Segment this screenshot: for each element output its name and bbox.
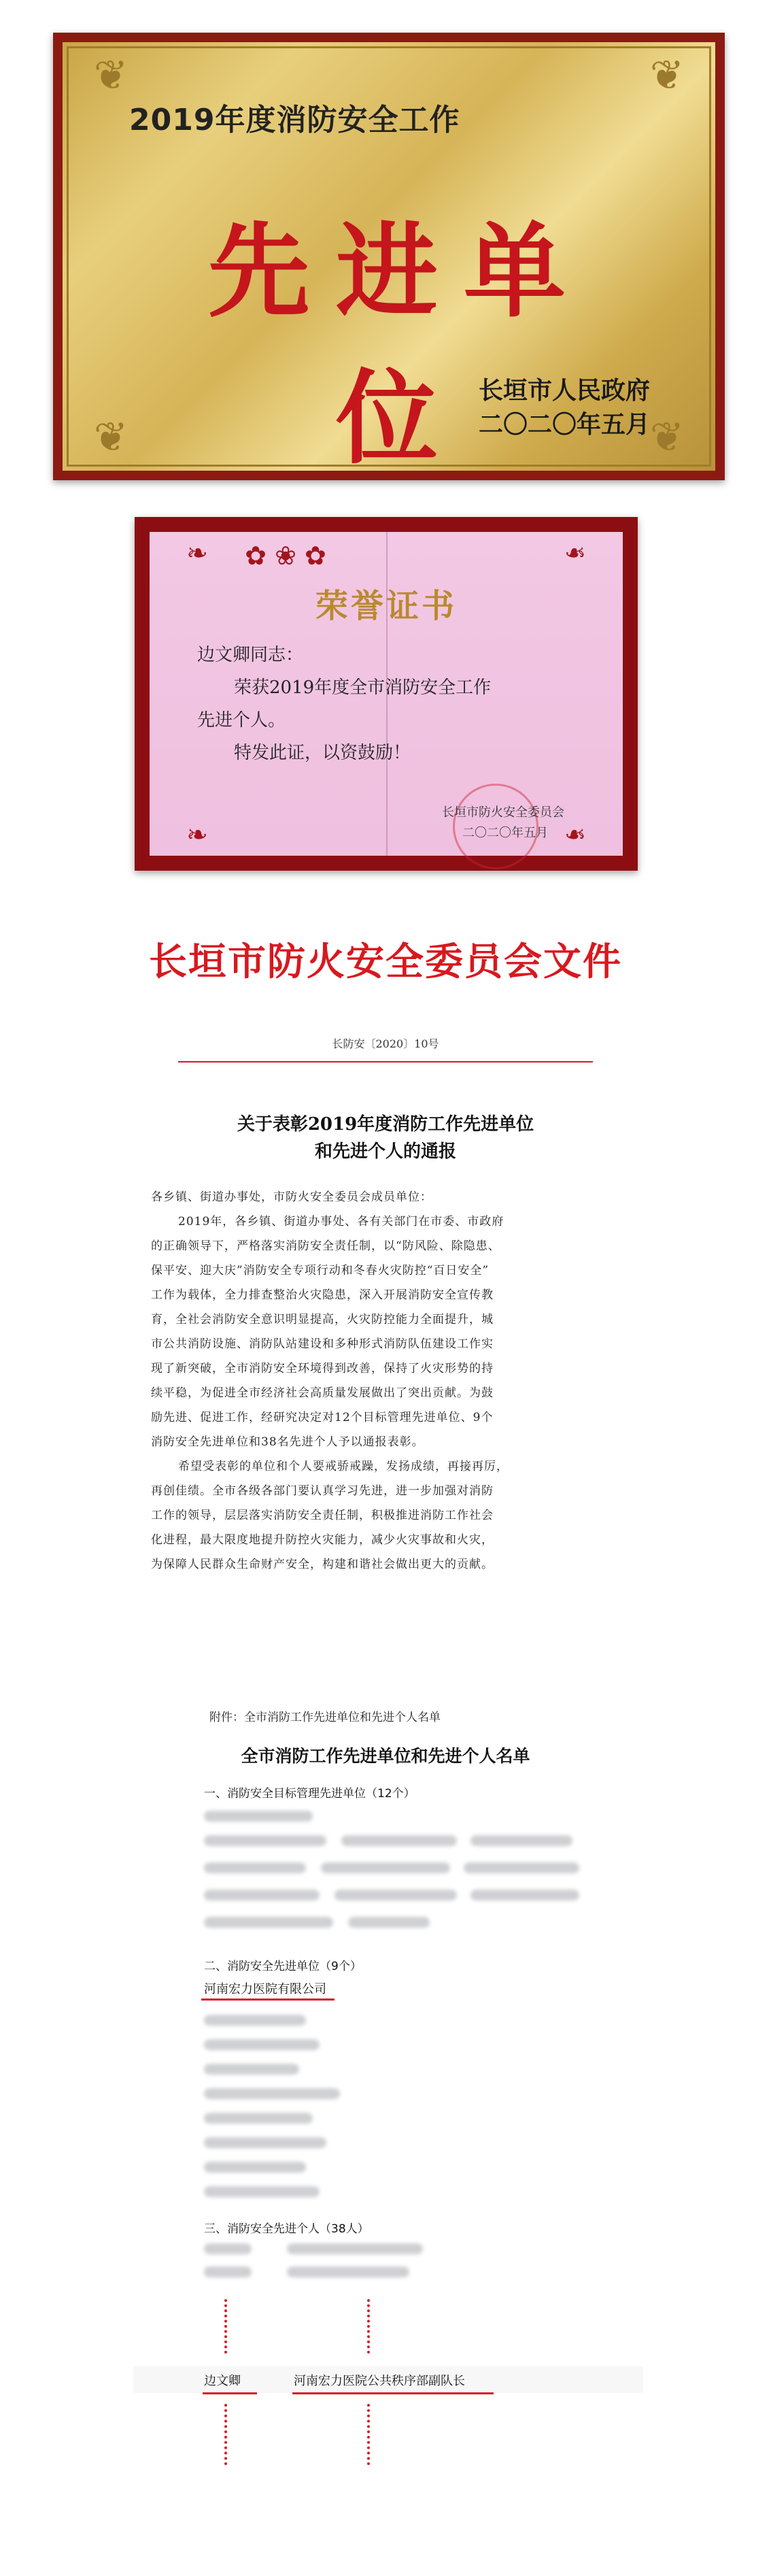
highlight-unit: 河南宏力医院有限公司 bbox=[204, 1982, 326, 1996]
blurred-entry bbox=[204, 2243, 252, 2254]
paragraph-line: 希望受表彰的单位和个人要戒骄戒躁，发扬成绩，再接再厉， bbox=[178, 1460, 509, 1473]
blurred-entry bbox=[204, 2064, 299, 2075]
corner-ornament-icon: ❧ bbox=[564, 538, 586, 568]
flourish-icon: ✿ ❀ ✿ bbox=[245, 541, 326, 571]
dotted-connector bbox=[367, 2299, 370, 2354]
blurred-entry bbox=[204, 2266, 252, 2277]
paragraph-line: 为保障人民群众生命财产安全，构建和谐社会做出更大的贡献。 bbox=[151, 1558, 494, 1571]
document-subject-line1: 关于表彰2019年度消防工作先进单位 bbox=[237, 1114, 534, 1135]
paragraph-line: 化进程，最大限度地提升防控火灾能力，减少火灾事故和火灾， bbox=[151, 1533, 494, 1547]
blurred-entry bbox=[204, 2113, 313, 2124]
plaque-year-line: 2019年度消防安全工作 bbox=[129, 103, 460, 137]
highlight-underline bbox=[201, 1998, 335, 2001]
highlight-person-name: 边文卿 bbox=[204, 2374, 241, 2388]
header-red-rule bbox=[178, 1061, 593, 1063]
blurred-entry bbox=[204, 2162, 306, 2173]
certificate-body-line1: 荣获2019年度全市消防安全工作 bbox=[234, 678, 492, 698]
paragraph-line: 育，全社会消防安全意识明显提高，火灾防控能力全面提升，城 bbox=[151, 1313, 494, 1326]
paragraph-line: 现了新突破，全市消防安全环境得到改善，保持了火灾形势的持 bbox=[151, 1362, 494, 1375]
document-header: 长垣市防火安全委员会文件 bbox=[149, 939, 622, 984]
certificate-page bbox=[150, 532, 623, 856]
blurred-entry bbox=[470, 1890, 579, 1901]
section-heading-2: 二、消防安全先进单位（9个） bbox=[204, 1960, 362, 1973]
paragraph-line: 励先进、促进工作，经研究决定对12个目标管理先进单位、9个 bbox=[151, 1411, 494, 1424]
paragraph-line: 保平安、迎大庆”消防安全专项行动和冬春火灾防控“百日安全” bbox=[151, 1264, 490, 1277]
blurred-entry bbox=[464, 1862, 579, 1873]
highlight-person-role: 河南宏力医院公共秩序部副队长 bbox=[294, 2374, 465, 2388]
document-subject-line2: 和先进个人的通报 bbox=[314, 1141, 456, 1162]
paragraph-line: 消防安全先进单位和38名先进个人予以通报表彰。 bbox=[151, 1435, 424, 1449]
blurred-entry bbox=[287, 2243, 423, 2254]
paragraph-line: 各乡镇、街道办事处，市防火安全委员会成员单位： bbox=[151, 1190, 432, 1204]
certificate-org: 长垣市防火安全委员会 bbox=[442, 805, 564, 820]
blurred-entry bbox=[204, 1811, 313, 1822]
blurred-entry bbox=[348, 1917, 430, 1928]
paragraph-line: 2019年，各乡镇、街道办事处、各有关部门在市委、市政府 bbox=[178, 1215, 504, 1228]
corner-ornament-icon: ❦ bbox=[649, 414, 685, 461]
blurred-entry bbox=[204, 1917, 333, 1928]
paragraph-line: 工作为载体，全力排查整治火灾隐患，深入开展消防安全宣传教 bbox=[151, 1288, 494, 1302]
notice-document bbox=[117, 913, 654, 2341]
highlight-person-row bbox=[133, 2366, 643, 2393]
section-heading-1: 一、消防安全目标管理先进单位（12个） bbox=[204, 1787, 415, 1801]
paragraph-line: 工作的领导，层层落实消防安全责任制，积极推进消防工作社会 bbox=[151, 1509, 494, 1522]
corner-ornament-icon: ❦ bbox=[93, 52, 128, 99]
certificate-body-line2: 先进个人。 bbox=[197, 710, 286, 731]
section-heading-3: 三、消防安全先进个人（38人） bbox=[204, 2222, 369, 2236]
blurred-entry bbox=[341, 1835, 457, 1846]
blurred-entry bbox=[204, 1890, 320, 1901]
blurred-entry bbox=[204, 2039, 320, 2050]
highlight-underline bbox=[203, 2392, 257, 2394]
paragraph-line: 的正确领导下，严格落实消防安全责任制，以“防风险、除隐患、 bbox=[151, 1239, 500, 1253]
dotted-connector bbox=[224, 2299, 227, 2354]
paragraph-line: 续平稳，为促进全市经济社会高质量发展做出了突出贡献。为鼓 bbox=[151, 1386, 494, 1400]
blurred-entry bbox=[287, 2266, 409, 2277]
blurred-entry bbox=[204, 1862, 306, 1873]
blurred-entry bbox=[204, 2186, 320, 2197]
blurred-entry bbox=[204, 2088, 340, 2099]
highlight-underline bbox=[292, 2392, 494, 2394]
corner-ornament-icon: ❧ bbox=[186, 820, 208, 850]
honor-certificate bbox=[135, 517, 638, 871]
blurred-entry bbox=[204, 1835, 326, 1846]
blurred-entry bbox=[204, 2137, 326, 2148]
corner-ornament-icon: ❦ bbox=[649, 52, 685, 99]
certificate-salutation: 边文卿同志： bbox=[197, 645, 304, 665]
blurred-entry bbox=[335, 1890, 457, 1901]
paragraph-line: 市公共消防设施、消防队站建设和多种形式消防队伍建设工作实 bbox=[151, 1337, 494, 1351]
certificate-date: 二〇二〇年五月 bbox=[462, 826, 548, 840]
blurred-entry bbox=[204, 2015, 306, 2026]
plaque-date: 二〇二〇年五月 bbox=[478, 411, 650, 439]
certificate-title: 荣誉证书 bbox=[315, 587, 457, 625]
list-title: 全市消防工作先进单位和先进个人名单 bbox=[241, 1746, 530, 1766]
honor-plaque bbox=[53, 33, 725, 480]
document-number: 长防安〔2020〕10号 bbox=[332, 1037, 439, 1050]
blurred-entry bbox=[470, 1835, 572, 1846]
plaque-title: 先进单位 bbox=[207, 212, 592, 478]
dotted-connector bbox=[224, 2404, 227, 2465]
corner-ornament-icon: ❧ bbox=[564, 820, 586, 850]
blurred-entry bbox=[321, 1862, 450, 1873]
dotted-connector bbox=[367, 2404, 370, 2465]
corner-ornament-icon: ❦ bbox=[93, 414, 128, 461]
corner-ornament-icon: ❧ bbox=[186, 538, 208, 568]
paragraph-line: 再创佳绩。全市各级各部门要认真学习先进，进一步加强对消防 bbox=[151, 1484, 494, 1498]
certificate-closing: 特发此证，以资鼓励！ bbox=[234, 743, 411, 763]
plaque-issuer: 长垣市人民政府 bbox=[478, 377, 650, 405]
annex-line: 附件：全市消防工作先进单位和先进个人名单 bbox=[209, 1711, 441, 1724]
